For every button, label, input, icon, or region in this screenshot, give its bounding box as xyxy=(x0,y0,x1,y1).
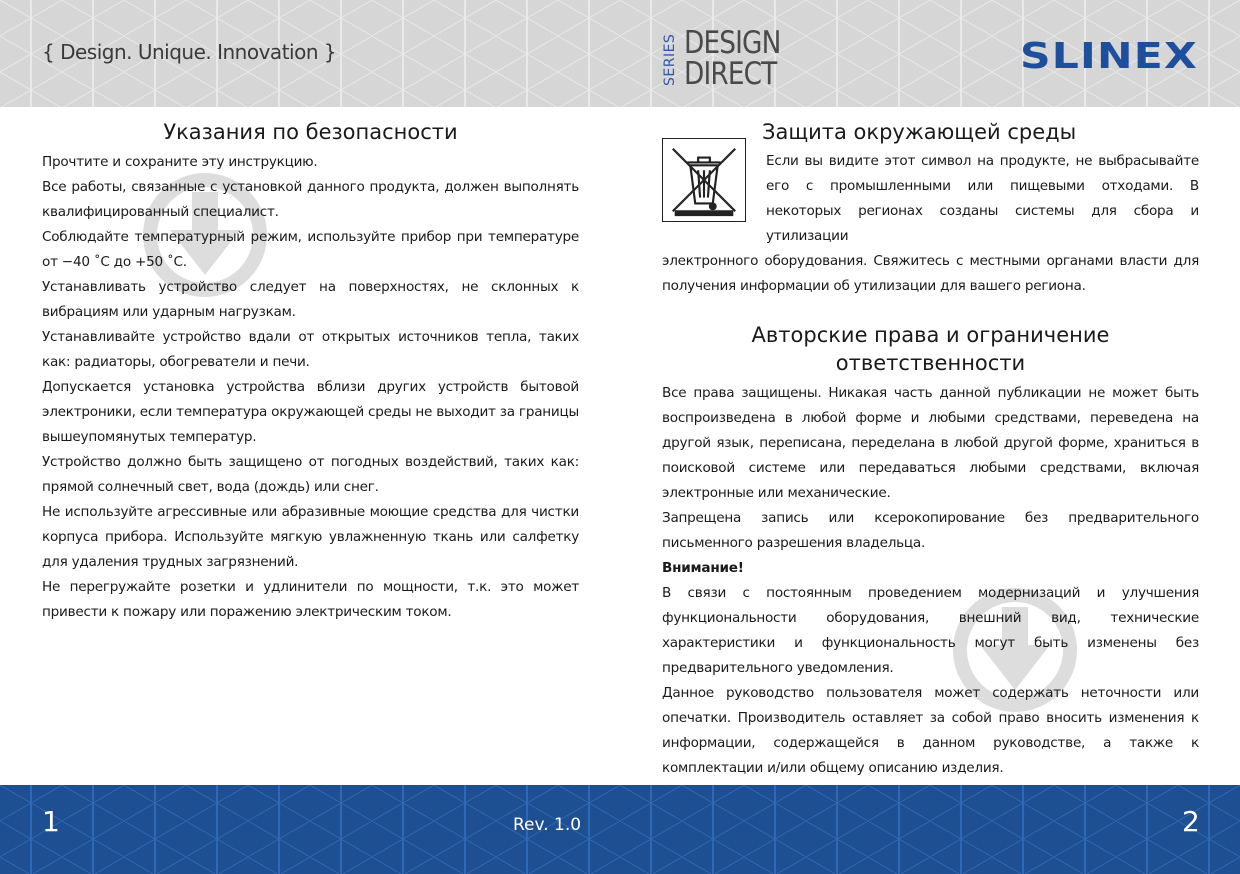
safety-paragraph: Устанавливайте устройство вдали от открытых источников тепла, таких как: радиаторы, обогреватели и печи. xyxy=(42,329,579,370)
safety-section xyxy=(42,118,579,625)
safety-paragraph: Все работы, связанные с установкой данного продукта, должен выполнять квалифицированный специалист. xyxy=(42,179,579,220)
environment-paragraph: электронного оборудования. Свяжитесь с местными органами власти для получения информации об утилизации для вашего региона. xyxy=(662,253,1199,294)
copyright-paragraph: Данное руководство пользователя может содержать неточности или опечатки. Производитель оставляет за собой право вносить изменения к информации, содержащейся в данном руководстве, а также к комплектации и/или общему описанию изделия. xyxy=(662,685,1199,776)
attention-label: Внимание! xyxy=(662,560,744,576)
environment-section xyxy=(662,118,1199,299)
page-number-right: 2 xyxy=(1182,805,1200,838)
safety-paragraph: Устройство должно быть защищено от погодных воздействий, таких как: прямой солнечный свет, вода (дождь) или снег. xyxy=(42,454,579,495)
safety-paragraph: Соблюдайте температурный режим, используйте прибор при температуре от −40 ˚C до +50 ˚C. xyxy=(42,229,579,270)
footer-banner xyxy=(0,785,1240,874)
copyright-section xyxy=(662,321,1199,781)
series-name-line1: DESIGN xyxy=(684,25,781,61)
copyright-title: Авторские права и ограничение ответственности xyxy=(751,323,1110,375)
safety-paragraph: Прочтите и сохраните эту инструкцию. xyxy=(42,154,318,170)
copyright-paragraph: В связи с постоянным проведением модернизаций и улучшения функциональности оборудования, внешний вид, технические характеристики и функциональность могут быть изменены без предварительного уведомления. xyxy=(662,585,1199,676)
copyright-paragraph: Запрещена запись или ксерокопирование без предварительного письменного разрешения владельца. xyxy=(662,510,1199,551)
revision-label: Rev. 1.0 xyxy=(513,815,582,835)
right-column xyxy=(662,118,1199,781)
environment-title: Защита окружающей среды xyxy=(762,120,1077,144)
safety-paragraph: Не перегружайте розетки и удлинители по мощности, т.к. это может привести к пожару или поражению электрическим током. xyxy=(42,579,579,620)
tagline: { Design. Unique. Innovation } xyxy=(42,40,337,64)
header-banner xyxy=(0,0,1240,107)
page-number-left: 1 xyxy=(42,805,60,838)
safety-paragraph: Не используйте агрессивные или абразивные моющие средства для чистки корпуса прибора. Используйте мягкую увлажненную ткань или салфетку для удаления трудных загрязнений. xyxy=(42,504,579,570)
safety-paragraph: Устанавливать устройство следует на поверхностях, не склонных к вибрациям или ударным нагрузкам. xyxy=(42,279,579,320)
brand-logo: SLINEX xyxy=(1020,36,1198,77)
series-name-line2: DIRECT xyxy=(684,56,777,92)
copyright-paragraph: Все права защищены. Никакая часть данной публикации не может быть воспроизведена в любой форме и любыми средствами, переведена на другой язык, переписана, переделана в любой другой форме, храниться в поисковой системе или передаваться любыми средствами, включая электронные или механические. xyxy=(662,385,1199,501)
series-label: SERIES xyxy=(662,33,678,87)
safety-paragraph: Допускается установка устройства вблизи других устройств бытовой электроники, если температура окружающей среды не выходит за границы вышеупомянутых температур. xyxy=(42,379,579,445)
crossed-bin-icon xyxy=(662,138,746,222)
safety-title: Указания по безопасности xyxy=(163,120,458,144)
environment-paragraph: Если вы видите этот символ на продукте, не выбрасывайте его с промышленными или пищевыми отходами. В некоторых регионах созданы системы для сбора и утилизации xyxy=(766,153,1199,244)
